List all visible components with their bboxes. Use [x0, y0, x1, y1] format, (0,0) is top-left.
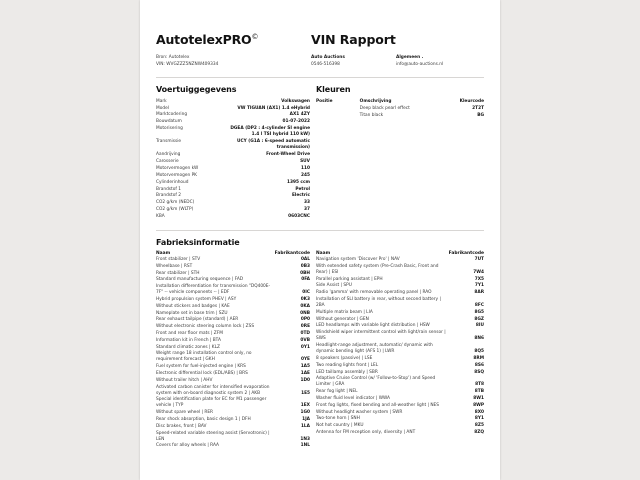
vehicle-row-label: Model — [156, 105, 169, 111]
factory-option-name: Without headlight washer system | SWR — [316, 409, 403, 415]
table-row — [316, 416, 484, 423]
factory-option-code: 8N6 — [474, 336, 484, 342]
table-row — [156, 310, 310, 317]
vehicle-row-value: 1395 ccm — [286, 179, 310, 185]
table-row — [156, 303, 310, 310]
vin-value: WVGZZZ5NZNW409334 — [166, 61, 219, 67]
vehicle-row-value: SUV — [300, 159, 310, 165]
factory-option-name: Parallel parking assistant | EPH — [316, 276, 383, 282]
factory-option-code: 8AR — [474, 290, 484, 296]
document-header — [156, 0, 484, 47]
source-label: Bron: — [156, 55, 168, 60]
table-row — [156, 284, 310, 297]
factory-option-name: Without generator | GEN — [316, 316, 369, 322]
table-row — [156, 200, 310, 207]
table-row — [156, 344, 310, 351]
factory-option-name: Rear shock absorption, basic design 1 | DFH — [156, 417, 251, 423]
table-row — [156, 371, 310, 378]
source-line — [156, 55, 311, 62]
vehicle-row-label: Brandstof 1 — [156, 186, 181, 192]
vehicle-row-value: 37 — [304, 207, 310, 213]
vehicle-row-label: CO2 g/km (WLTP) — [156, 207, 194, 213]
table-row — [156, 214, 310, 221]
table-row — [316, 362, 484, 369]
color-description: Titan black — [359, 112, 384, 118]
table-row — [156, 277, 310, 284]
factory-option-name: Rear exhaust tailpipe (standard) | AER — [156, 317, 239, 323]
factory-option-name: Radio 'gamma' with removable operating panel | RAO — [316, 290, 432, 296]
factory-option-name: LED taillamp assembly | SBR — [316, 369, 378, 375]
factory-columns — [156, 251, 484, 450]
factory-option-name: 8 speakers (passive) | LSE — [316, 356, 373, 361]
factory-header-code-right: Fabrikantcode — [448, 250, 484, 256]
source-value: Autotelex — [168, 55, 190, 60]
brand-name: AutotelexPRO — [156, 32, 252, 47]
factory-option-code: 0KA — [300, 303, 310, 309]
factory-left-column — [156, 251, 316, 450]
vehicle-row-value: Electric — [291, 193, 310, 199]
header-meta — [156, 55, 484, 68]
factory-option-code: 8Z5 — [474, 423, 484, 429]
factory-option-name: Without spare wheel | RER — [156, 410, 214, 416]
factory-option-code: 1E5 — [301, 390, 310, 396]
factory-option-code: 8WP — [473, 402, 484, 408]
factory-option-name: Adaptive Cruise Control (w/ 'Follow-to-Stop') and Speed Limiter | GRA — [316, 376, 436, 388]
factory-option-name: Without stickers and badges | KAE — [156, 303, 230, 309]
factory-option-code: 0AL — [300, 257, 310, 263]
color-position — [316, 112, 360, 119]
factory-option-code: 8RM — [473, 356, 484, 361]
factory-option-name: Speed-related variable steering assist (Servotronic) | LEN — [156, 430, 270, 442]
factory-table-left — [156, 251, 310, 450]
factory-option-code: 0Y1 — [300, 344, 310, 350]
factory-option-name: Side Assist | SPU — [316, 283, 352, 289]
table-row — [316, 283, 484, 290]
factory-option-name: Fuel system for fuel-injected engine | KRS — [156, 364, 246, 370]
document-page — [140, 0, 500, 480]
table-row — [316, 297, 484, 310]
vehicle-row-value: 245 — [301, 172, 310, 178]
table-row — [156, 172, 310, 179]
vehicle-row-label: Cylinderinhoud — [156, 179, 189, 185]
vehicle-section — [156, 78, 316, 220]
table-row — [156, 112, 310, 119]
table-row — [316, 323, 484, 330]
factory-option-name: Special identification plate for EC for M1 passenger vehicle | TYP — [156, 397, 267, 409]
factory-option-name: Standard manufacturing sequence | FAD — [156, 277, 244, 283]
contact-block — [396, 55, 481, 68]
colors-section-title: Kleuren — [316, 85, 351, 95]
vehicle-row-label: Brandstof 2 — [156, 193, 181, 199]
factory-option-code: 8GZ — [474, 316, 484, 322]
vehicle-row-label: Aandrijving — [156, 152, 181, 158]
factory-option-code: 1A5 — [300, 364, 310, 370]
colors-header-position: Positie — [316, 98, 333, 104]
table-row — [156, 297, 310, 304]
colors-table — [316, 98, 484, 119]
dealer-phone: 0546-516398 — [311, 61, 340, 67]
factory-option-name: Nameplate set in base trim | SZU — [156, 310, 228, 316]
table-row — [156, 384, 310, 397]
contact-label: Algemeen . — [396, 55, 424, 60]
factory-option-name: Activated carbon canister for intensified evaporation system with on-board diagnostic system 2 | AKB — [156, 384, 270, 396]
vehicle-table — [156, 98, 310, 220]
table-row — [156, 126, 310, 139]
vehicle-row-value: 01-07-2022 — [282, 119, 310, 125]
color-description: Deep black pearl effect — [359, 105, 410, 111]
table-row — [156, 364, 310, 371]
table-row — [316, 376, 484, 389]
factory-option-name: Covers for alloy wheels | RAA — [156, 443, 219, 449]
factory-option-name: Installation of SLI battery in rear, without second battery | 2BA — [316, 297, 441, 309]
vehicle-row-value: UCY (G1A : 6-speed automatic transmission) — [237, 139, 310, 151]
factory-right-column — [316, 251, 484, 437]
factory-option-code: 7X5 — [474, 276, 484, 282]
factory-option-code: 0B3 — [300, 263, 310, 269]
factory-option-code: 0RE — [300, 324, 310, 330]
section-divider — [156, 230, 484, 231]
table-row — [316, 423, 484, 430]
color-position — [316, 105, 360, 112]
source-block — [156, 55, 311, 68]
factory-option-name: Front stabilizer | STV — [156, 257, 201, 263]
table-row — [316, 430, 484, 437]
table-row — [156, 377, 310, 384]
table-row — [156, 430, 310, 443]
table-row — [156, 331, 310, 338]
factory-option-name: Front fog lights, fixed bending and all-weather light | NES — [316, 402, 440, 408]
vin-label: VIN: — [156, 61, 165, 67]
factory-option-name: Standard climatic zones | KLZ — [156, 344, 220, 350]
factory-option-name: Disc brakes, front | BAV — [156, 423, 207, 429]
factory-option-name: Information kit in French | BTA — [156, 337, 221, 343]
table-row — [316, 396, 484, 403]
vehicle-row-label: Carosserie — [156, 159, 179, 165]
factory-option-code: 0IC — [302, 290, 310, 296]
factory-option-code: 8SQ — [474, 369, 484, 375]
factory-option-name: Without trailer hitch | AHV — [156, 377, 213, 383]
dealer-block — [311, 55, 396, 68]
table-row — [156, 179, 310, 186]
factory-option-name: Washer fluid level indicator | WWA — [316, 396, 390, 401]
factory-option-name: Electronic differential lock (EDL/ABS) | BRS — [156, 370, 248, 376]
vehicle-row-label: Motorvermogen kW — [156, 165, 199, 171]
factory-option-code: 0BH — [300, 270, 310, 276]
vehicle-row-label: Motorvermogen PK — [156, 172, 197, 178]
colors-section — [316, 78, 484, 119]
factory-option-code: 8ZQ — [474, 429, 484, 435]
factory-option-name: LED headlamps with variable light distribution | HSW — [316, 323, 430, 329]
factory-option-code: 8W1 — [473, 396, 484, 401]
factory-option-code: 0P0 — [300, 317, 310, 323]
vehicle-row-label: CO2 g/km (NEDC) — [156, 200, 195, 206]
vehicle-section-title: Voertuiggegevens — [156, 85, 237, 95]
factory-option-code: 1NL — [300, 443, 310, 449]
table-row — [316, 310, 484, 317]
factory-option-code: 0K3 — [300, 297, 310, 303]
factory-option-code: 8S6 — [474, 362, 484, 368]
factory-option-code: 1D0 — [300, 377, 310, 383]
factory-option-name: Not hot country | MKU — [316, 423, 364, 429]
factory-option-code: 0TD — [300, 330, 310, 336]
table-row — [156, 270, 310, 277]
table-row — [316, 356, 484, 363]
colors-header-row — [316, 98, 484, 105]
factory-option-name: Rear fog light | NEL — [316, 389, 358, 395]
factory-option-code: 7W4 — [473, 269, 484, 275]
info-columns — [156, 78, 484, 220]
vehicle-row-label: Motorisering — [156, 126, 183, 132]
factory-option-code: 1LA — [300, 423, 310, 429]
table-row — [156, 410, 310, 417]
factory-option-code: 1JA — [302, 417, 310, 423]
table-row — [156, 139, 310, 152]
factory-option-name: Windshield wiper intermittent control with light/rain sensor | SWS — [316, 330, 446, 342]
factory-option-name: Installation differentiation for transmission "DQ400E-7F" -- vehicle components -- | EDF — [156, 284, 271, 296]
table-row — [316, 112, 484, 119]
vehicle-row-value: 0603CNC — [288, 214, 310, 220]
factory-option-code: 0VB — [300, 337, 310, 343]
table-row — [156, 207, 310, 214]
vehicle-row-label: Transmissie — [156, 139, 182, 145]
vehicle-row-label: Bouwdatum — [156, 119, 182, 125]
copyright-mark: © — [251, 32, 259, 41]
table-row — [156, 186, 310, 193]
table-row — [156, 98, 310, 105]
table-row — [156, 351, 310, 364]
factory-option-code: 1AE — [300, 370, 310, 376]
factory-option-code: 7Y1 — [474, 283, 484, 289]
factory-option-code: 0NB — [300, 310, 310, 316]
factory-option-name: Rear stabilizer | STH — [156, 270, 200, 276]
factory-section-title: Fabrieksinformatie — [156, 237, 240, 247]
vehicle-row-label: Marktcodering — [156, 112, 188, 118]
factory-option-code: 8IU — [475, 323, 484, 329]
factory-option-name: Antenna for FM reception only, diversity | ANT — [316, 429, 416, 435]
factory-option-name: Navigation system 'Discover Pro' | NAV — [316, 257, 400, 263]
table-row — [156, 337, 310, 344]
table-row — [156, 443, 310, 450]
table-row — [316, 343, 484, 356]
table-row — [156, 119, 310, 126]
factory-option-code: 8Y1 — [474, 416, 484, 422]
factory-option-name: Wheelbase | RST — [156, 263, 193, 269]
factory-option-name: Two-tone horn | SNH — [316, 416, 360, 422]
table-row — [316, 402, 484, 409]
dealer-name: Auto Auctions — [311, 55, 345, 60]
factory-table-right — [316, 251, 484, 437]
vin-line — [156, 62, 311, 69]
vehicle-row-value: Petrol — [295, 186, 310, 192]
table-row — [316, 290, 484, 297]
table-row — [316, 409, 484, 416]
colors-header-code: Kleurcode — [459, 98, 484, 104]
table-row — [156, 263, 310, 270]
page-title: VIN Rapport — [311, 32, 396, 47]
factory-option-code: 8T8 — [475, 382, 484, 388]
factory-header-name-left: Naam — [156, 250, 171, 256]
factory-option-code: 7UT — [474, 257, 484, 263]
table-row — [316, 257, 484, 264]
table-row — [156, 152, 310, 159]
table-row — [156, 397, 310, 410]
factory-option-name: Hybrid propulsion system PHEV | ASY — [156, 297, 237, 303]
factory-option-code: 8G5 — [474, 309, 484, 315]
factory-option-code: 8FC — [474, 303, 484, 309]
factory-header-name-right: Naam — [316, 250, 331, 256]
factory-option-code: 8Q5 — [474, 349, 484, 355]
factory-option-name: Without electronic steering column lock | ZSS — [156, 324, 255, 330]
factory-option-code: 1N3 — [300, 436, 310, 442]
vehicle-row-value: DGEA (DP2 : 4-cylinder SI engine 1.4 l TSI hybrid 110 kW) — [230, 126, 310, 138]
factory-header-code-left: Fabrikantcode — [274, 250, 310, 256]
factory-option-name: With extended safety system (Pre-Crash Basic, Front and Rear) | ESI — [316, 263, 439, 275]
vehicle-row-value: AX1 4ZY — [289, 112, 310, 118]
table-row — [316, 389, 484, 396]
factory-option-code: 1EX — [300, 403, 310, 409]
vehicle-row-value: Front-Wheel Drive — [266, 152, 310, 158]
table-row — [156, 324, 310, 331]
table-row — [316, 369, 484, 376]
table-row — [316, 105, 484, 112]
factory-option-name: Headlight-range adjustment, automatic/ dynamic with dynamic bending light (AFS 1) | LWR — [316, 343, 433, 355]
factory-option-name: Multiple matrix beam | LIA — [316, 309, 373, 315]
table-row — [156, 159, 310, 166]
color-code: BG — [477, 112, 484, 118]
table-row — [316, 330, 484, 343]
factory-option-name: Front and rear floor mats | ZFM — [156, 330, 223, 336]
vehicle-row-value: VW TIGUAN (AX1) 1.4 eHybrid — [237, 105, 310, 111]
factory-option-code: 0FA — [301, 277, 310, 283]
table-row — [156, 423, 310, 430]
factory-option-code: 1G0 — [300, 410, 310, 416]
table-row — [156, 417, 310, 424]
vehicle-row-label: Mark — [156, 98, 167, 104]
table-row — [316, 263, 484, 276]
vehicle-row-value: 110 — [301, 165, 310, 171]
vehicle-row-value: 33 — [304, 200, 310, 206]
vehicle-row-value: Volkswagen — [281, 98, 310, 104]
vehicle-row-label: KBA — [156, 214, 165, 220]
table-row — [156, 166, 310, 173]
factory-option-code: 0YE — [300, 357, 310, 363]
factory-option-code: 8TB — [474, 389, 484, 395]
table-row — [156, 257, 310, 264]
contact-email: info@auto-auctions.nl — [396, 61, 444, 67]
factory-option-code: 8X0 — [474, 409, 484, 415]
brand-title — [156, 32, 311, 47]
factory-option-name: Weight range 18 installation control only, no requirement forecast | GKH — [156, 351, 252, 363]
colors-header-description: Omschrijving — [359, 98, 392, 104]
table-row — [156, 317, 310, 324]
table-row — [156, 193, 310, 200]
color-code: 2T2T — [472, 105, 484, 111]
factory-option-name: Two reading lights front | LEL — [316, 362, 379, 368]
